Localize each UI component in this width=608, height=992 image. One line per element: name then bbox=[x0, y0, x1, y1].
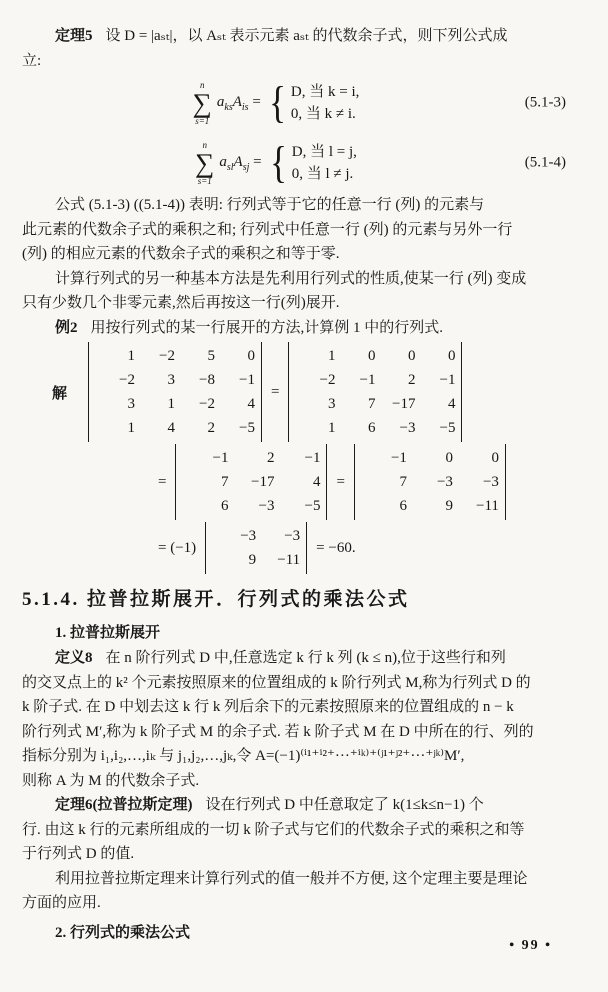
paragraph-line: (列) 的相应元素的代数余子式的乘积之和等于零. bbox=[22, 246, 340, 262]
case-line: D, 当 k = i, bbox=[290, 84, 360, 100]
matrix-row bbox=[361, 494, 499, 518]
example2-text: 用按行列式的某一行展开的方法,计算例 1 中的行列式. bbox=[90, 319, 444, 336]
method-paragraph bbox=[22, 267, 586, 316]
cases-brace: { bbox=[269, 138, 287, 187]
matrix-cell: −3 bbox=[258, 498, 275, 514]
matrix-cell: 4 bbox=[447, 396, 456, 412]
section-title: 5.1.4. 拉普拉斯展开．行列式的乘法公式 bbox=[22, 589, 410, 610]
summation-symbol bbox=[195, 140, 214, 186]
matrix-row bbox=[295, 392, 455, 416]
matrix-row bbox=[212, 548, 300, 572]
formula-term bbox=[217, 94, 261, 113]
paragraph-line: 此元素的代数余子式的乘积之和; 行列式中任意一行 (列) 的元素与另外一行 bbox=[22, 221, 513, 238]
paragraph-line: 于行列式 D 的值. bbox=[22, 846, 135, 862]
matrix-cell: 0 bbox=[367, 348, 376, 364]
solution-step-1 bbox=[52, 342, 586, 442]
matrix-row bbox=[295, 344, 455, 368]
matrix-cell: −3 bbox=[436, 474, 453, 490]
term-a: a bbox=[219, 153, 227, 170]
matrix-cell: 7 bbox=[220, 474, 229, 490]
matrix-cell: 2 bbox=[407, 372, 416, 388]
matrix-cell: −5 bbox=[304, 498, 321, 514]
matrix-cell: 4 bbox=[312, 474, 321, 490]
summation-symbol bbox=[193, 80, 212, 126]
matrix-row bbox=[295, 368, 455, 392]
definition8-label: 定义8 bbox=[55, 650, 93, 666]
matrix-cell: 1 bbox=[127, 420, 136, 436]
paragraph-line: k 阶子式. 在 D 中划去这 k 行 k 列后余下的元素按照原来的位置组成的 n − k bbox=[22, 699, 514, 715]
equation-label: (5.1-3) bbox=[524, 94, 566, 111]
formula-note-paragraph bbox=[22, 193, 586, 267]
paragraph-line: 则称 A 为 M 的代数余子式. bbox=[22, 772, 200, 789]
theorem5-paragraph bbox=[22, 24, 586, 73]
cases-list bbox=[292, 141, 357, 185]
matrix-cell: 3 bbox=[127, 396, 136, 412]
formula-5-1-4 bbox=[22, 133, 586, 193]
term-A-subscript: is bbox=[241, 101, 249, 113]
matrix-row bbox=[182, 446, 320, 470]
paragraph-line: 公式 (5.1-3) ((5.1-4)) 表明: 行列式等于它的任意一行 (列) 的元素与 bbox=[55, 197, 485, 213]
matrix-cell: 3 bbox=[327, 396, 336, 412]
cases-list bbox=[291, 81, 359, 125]
paragraph-line: 的交叉点上的 k² 个元素按照原来的位置组成的 k 阶行列式 M,称为行列式 D 的 bbox=[22, 674, 531, 691]
subsection-1-title: 1. 拉普拉斯展开 bbox=[55, 625, 161, 641]
matrix-cell: −2 bbox=[199, 396, 216, 412]
sum-lower-limit: s=1 bbox=[195, 116, 210, 126]
term-A-subscript: sj bbox=[242, 161, 250, 173]
matrix-cell: 2 bbox=[207, 420, 216, 436]
solution-block bbox=[22, 342, 586, 574]
determinant-2x2-final bbox=[205, 522, 307, 574]
matrix-cell: 1 bbox=[127, 348, 136, 364]
matrix-cell: −3 bbox=[240, 528, 257, 544]
matrix-cell: −17 bbox=[251, 474, 275, 490]
matrix-row bbox=[95, 392, 255, 416]
term-a-subscript: ks bbox=[224, 101, 233, 113]
term-A: A bbox=[232, 93, 242, 110]
matrix-cell: 9 bbox=[445, 498, 453, 514]
matrix-cell: 2 bbox=[266, 450, 275, 466]
equation-label: (5.1-4) bbox=[524, 154, 566, 171]
matrix-cell: 6 bbox=[399, 498, 407, 514]
matrix-row bbox=[361, 470, 499, 494]
matrix-cell: −5 bbox=[439, 420, 456, 436]
matrix-cell: 1 bbox=[327, 348, 336, 364]
matrix-cell: −1 bbox=[439, 372, 456, 388]
equals-sign: = bbox=[253, 153, 262, 170]
term-a-subscript: sl bbox=[226, 161, 234, 173]
matrix-cell: −1 bbox=[212, 450, 229, 466]
subsection-2-title: 2. 行列式的乘法公式 bbox=[55, 924, 191, 941]
factor-minus-one: = (−1) bbox=[158, 539, 197, 556]
theorem5-line1 bbox=[22, 24, 586, 49]
case-line: 0, 当 l ≠ j. bbox=[291, 166, 354, 182]
final-result: = −60. bbox=[316, 539, 356, 556]
determinant-3x3-reduced bbox=[354, 444, 506, 520]
formula-term bbox=[219, 154, 261, 173]
matrix-cell: 6 bbox=[367, 420, 376, 436]
matrix-cell: −3 bbox=[284, 528, 301, 544]
matrix-cell: 3 bbox=[167, 372, 176, 388]
theorem6-label: 定理6(拉普拉斯定理) bbox=[55, 797, 193, 813]
matrix-row bbox=[182, 494, 320, 518]
page-number: • 99 • bbox=[509, 938, 552, 953]
theorem5-line2: 立: bbox=[22, 52, 42, 69]
determinant-4x4-reduced bbox=[288, 342, 462, 442]
example2-label: 例2 bbox=[55, 319, 78, 336]
equals-sign: = bbox=[252, 93, 261, 110]
determinant-3x3-expanded bbox=[175, 444, 327, 520]
theorem5-label: 定理5 bbox=[55, 28, 93, 44]
paragraph-line: 阶行列式 M′,称为 k 阶子式 M 的余子式. 若 k 阶子式 M 在 D 中所在的行、列的 bbox=[22, 723, 534, 740]
theorem5-text: 设 D = |aₛₜ|，以 Aₛₜ 表示元素 aₛₜ 的代数余子式，则下列公式成 bbox=[105, 28, 508, 44]
term-A: A bbox=[233, 153, 243, 170]
matrix-row bbox=[295, 416, 455, 440]
matrix-row bbox=[95, 368, 255, 392]
term-a: a bbox=[216, 93, 225, 110]
solution-label: 解 bbox=[52, 385, 68, 402]
paragraph-line: 只有少数几个非零元素,然后再按这一行(列)展开. bbox=[22, 295, 340, 311]
paragraph-line: 计算行列式的另一种基本方法是先利用行列式的性质,使某一行 (列) 变成 bbox=[55, 270, 527, 287]
matrix-cell: −11 bbox=[277, 552, 301, 568]
matrix-row bbox=[361, 446, 499, 470]
matrix-cell: 0 bbox=[445, 450, 453, 466]
matrix-cell: 7 bbox=[367, 396, 376, 412]
matrix-cell: 0 bbox=[407, 348, 416, 364]
sigma-icon: ∑ bbox=[192, 88, 212, 118]
matrix-cell: 9 bbox=[248, 552, 257, 568]
sum-lower-limit: s=1 bbox=[197, 176, 212, 186]
matrix-cell: −1 bbox=[239, 372, 256, 388]
example2-line bbox=[22, 316, 586, 341]
case-line: 0, 当 k ≠ i. bbox=[290, 106, 356, 122]
formula-5-1-3-body bbox=[193, 80, 360, 126]
theorem6-paragraph bbox=[22, 793, 586, 867]
matrix-row bbox=[212, 524, 300, 548]
matrix-cell: −17 bbox=[392, 396, 416, 412]
matrix-cell: −8 bbox=[199, 372, 216, 388]
matrix-cell: −11 bbox=[476, 498, 499, 514]
matrix-cell: −3 bbox=[399, 420, 416, 436]
determinant-4x4-original bbox=[88, 342, 262, 442]
matrix-row bbox=[95, 344, 255, 368]
matrix-cell: 6 bbox=[220, 498, 229, 514]
matrix-cell: 0 bbox=[247, 348, 256, 364]
paragraph-line: 指标分别为 i₁,i₂,…,iₖ 与 j₁,j₂,…,jₖ,令 A=(−1)⁽ⁱ¹⁺ⁱ²⁺···⁺ⁱᵏ⁾⁺⁽ʲ¹⁺ʲ²⁺···⁺ʲᵏ⁾M′, bbox=[22, 748, 465, 764]
matrix-row bbox=[95, 416, 255, 440]
definition8-paragraph bbox=[22, 646, 586, 793]
solution-step-2 bbox=[154, 444, 586, 520]
matrix-cell: 4 bbox=[247, 396, 256, 412]
matrix-cell: −2 bbox=[119, 372, 136, 388]
definition8-line1 bbox=[22, 646, 586, 671]
definition8-text: 在 n 阶行列式 D 中,任意选定 k 行 k 列 (k ≤ n),位于这些行和列 bbox=[105, 650, 506, 666]
equals-sign: = bbox=[271, 383, 280, 400]
equals-sign: = bbox=[336, 473, 345, 490]
paragraph-line: 利用拉普拉斯定理来计算行列式的值一般并不方便, 这个定理主要是理论 bbox=[55, 870, 528, 887]
matrix-cell: −1 bbox=[359, 372, 376, 388]
solution-step-3 bbox=[154, 522, 586, 574]
matrix-cell: −1 bbox=[304, 450, 321, 466]
laplace-note-paragraph bbox=[22, 867, 586, 916]
equals-sign: = bbox=[158, 473, 167, 490]
matrix-cell: 1 bbox=[327, 420, 336, 436]
sum-upper-limit: n bbox=[202, 140, 207, 150]
matrix-cell: −2 bbox=[159, 348, 176, 364]
matrix-cell: 0 bbox=[447, 348, 456, 364]
matrix-cell: 4 bbox=[167, 420, 176, 436]
theorem6-text: 设在行列式 D 中任意取定了 k(1≤k≤n−1) 个 bbox=[205, 797, 484, 813]
matrix-cell: −5 bbox=[239, 420, 256, 436]
formula-5-1-4-body bbox=[195, 140, 357, 186]
matrix-cell: −1 bbox=[390, 450, 407, 466]
paragraph-line: 方面的应用. bbox=[22, 895, 101, 911]
matrix-cell: 1 bbox=[167, 396, 176, 412]
formula-5-1-3 bbox=[22, 73, 586, 133]
matrix-cell: −3 bbox=[482, 474, 499, 490]
sum-upper-limit: n bbox=[200, 80, 205, 90]
matrix-cell: 7 bbox=[399, 474, 407, 490]
matrix-cell: −2 bbox=[319, 372, 336, 388]
theorem6-line1 bbox=[22, 793, 586, 818]
paragraph-line: 行. 由这 k 行的元素所组成的一切 k 阶子式与它们的代数余子式的乘积之和等 bbox=[22, 821, 525, 838]
sigma-icon: ∑ bbox=[195, 148, 215, 178]
matrix-cell: 5 bbox=[207, 348, 216, 364]
cases-brace: { bbox=[268, 78, 286, 127]
case-line: D, 当 l = j, bbox=[291, 144, 357, 160]
matrix-cell: 0 bbox=[491, 450, 499, 466]
matrix-row bbox=[182, 470, 320, 494]
